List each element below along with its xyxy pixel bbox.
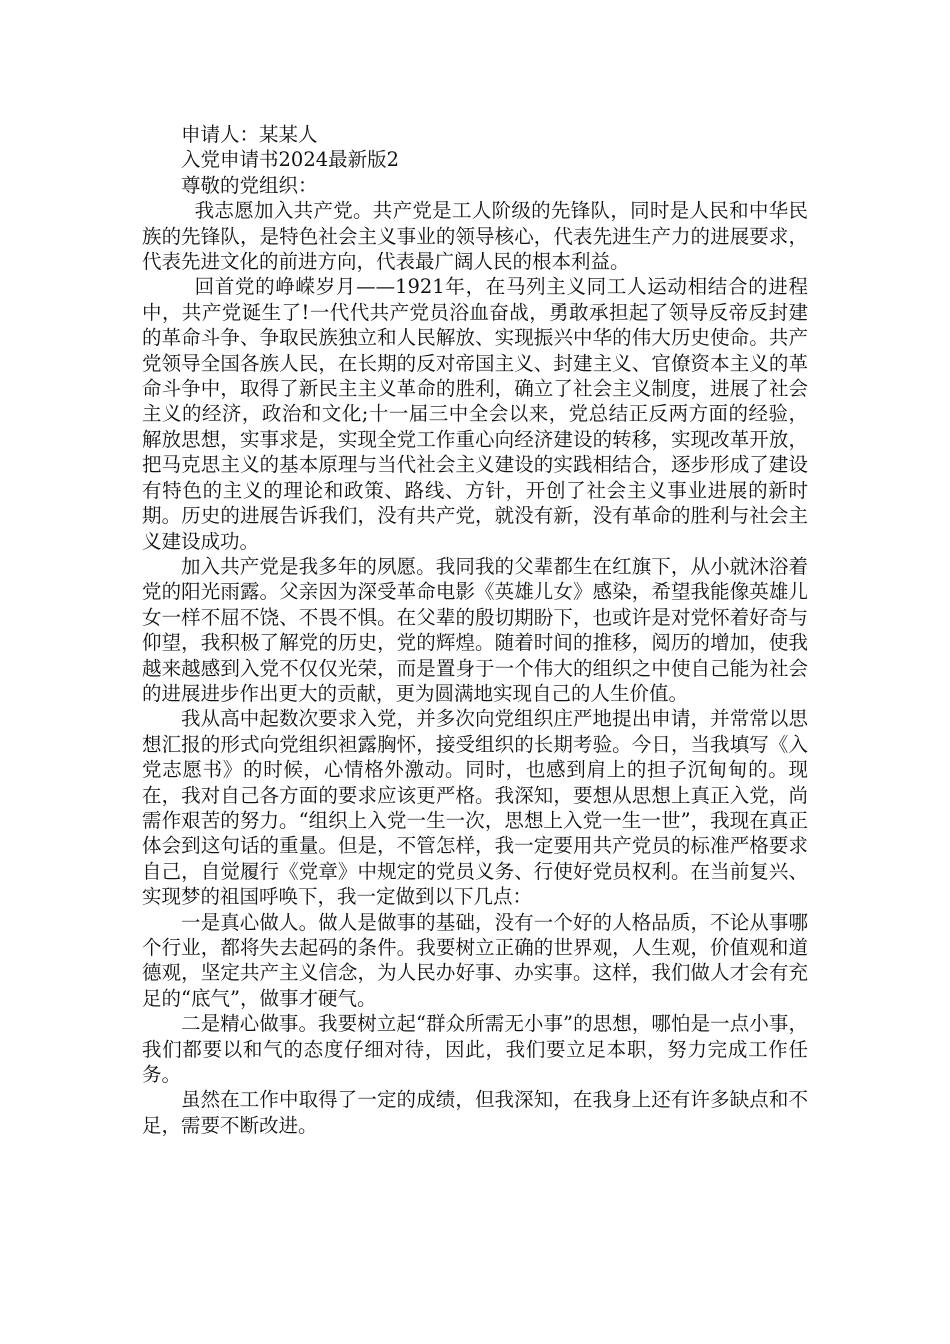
paragraph: 虽然在工作中取得了一定的成绩，但我深知，在我身上还有许多缺点和不足，需要不断改进。 xyxy=(142,1088,808,1137)
paragraph: 回首党的峥嵘岁月——1921年，在马列主义同工人运动相结合的进程中，共产党诞生了!一代代共产党员浴血奋战，勇敢承担起了领导反帝反封建的革命斗争、争取民族独立和人民解放、实现振兴中华的伟大历史使命。共产党领导全国各族人民，在长期的反对帝国主义、封建主义、官僚资本主义的革命斗争中，取得了新民主主义革命的胜利，确立了社会主义制度，进展了社会主义的经济，政治和文化;十一届三中全会以来，党总结正反两方面的经验，解放思想，实事求是，实现全党工作重心向经济建设的转移，实现改革开放，把马克思主义的基本原理与当代社会主义建设的实践相结合，逐步形成了建设有特色的主义的理论和政策、路线、方针，开创了社会主义事业进展的新时期。历史的进展告诉我们，没有共产党，就没有新，没有革命的胜利与社会主义建设成功。 xyxy=(142,275,808,553)
paragraph: 一是真心做人。做人是做事的基础，没有一个好的人格品质，不论从事哪个行业，都将失去起码的条件。我要树立正确的世界观，人生观，价值观和道德观，坚定共产主义信念，为人民办好事、办实事。这样，我们做人才会有充足的“底气”，做事才硬气。 xyxy=(142,910,808,1010)
paragraph: 加入共产党是我多年的夙愿。我同我的父辈都生在红旗下，从小就沐浴着党的阳光雨露。父亲因为深受革命电影《英雄儿女》感染，希望我能像英雄儿女一样不屈不饶、不畏不惧。在父辈的殷切期盼下，也或许是对党怀着好奇与仰望，我积极了解党的历史，党的辉煌。随着时间的推移，阅历的增加，使我越来越感到入党不仅仅光荣，而是置身于一个伟大的组织之中使自己能为社会的进展进步作出更大的贡献，更为圆满地实现自己的人生价值。 xyxy=(142,554,808,705)
salutation: 尊敬的党组织： xyxy=(181,173,318,197)
paragraph: 我志愿加入共产党。共产党是工人阶级的先锋队，同时是人民和中华民族的先锋队，是特色社会主义事业的领导核心，代表先进生产力的进展要求，代表先进文化的前进方向，代表最广阔人民的根本利益。 xyxy=(142,199,808,274)
applicant-line: 申请人：某某人 xyxy=(181,123,318,146)
paragraph: 二是精心做事。我要树立起“群众所需无小事”的思想，哪怕是一点小事，我们都要以和气的态度仔细对待，因此，我们要立足本职，努力完成工作任务。 xyxy=(142,1012,808,1087)
document-title: 入党申请书2024最新版2 xyxy=(181,148,400,172)
document-body xyxy=(142,122,808,1138)
paragraph: 我从高中起数次要求入党，并多次向党组织庄严地提出申请，并常常以思想汇报的形式向党组织袒露胸怀，接受组织的长期考验。今日，当我填写《入党志愿书》的时候，心情格外激动。同时，也感到肩上的担子沉甸甸的。现在，我对自己各方面的要求应该更严格。我深知，要想从思想上真正入党，尚需作艰苦的努力。“组织上入党一生一次，思想上入党一生一世”，我现在真正体会到这句话的重量。但是，不管怎样，我一定要用共产党员的标准严格要求自己，自觉履行《党章》中规定的党员义务、行使好党员权利。在当前复兴、实现梦的祖国呼唤下，我一定做到以下几点： xyxy=(142,707,808,909)
